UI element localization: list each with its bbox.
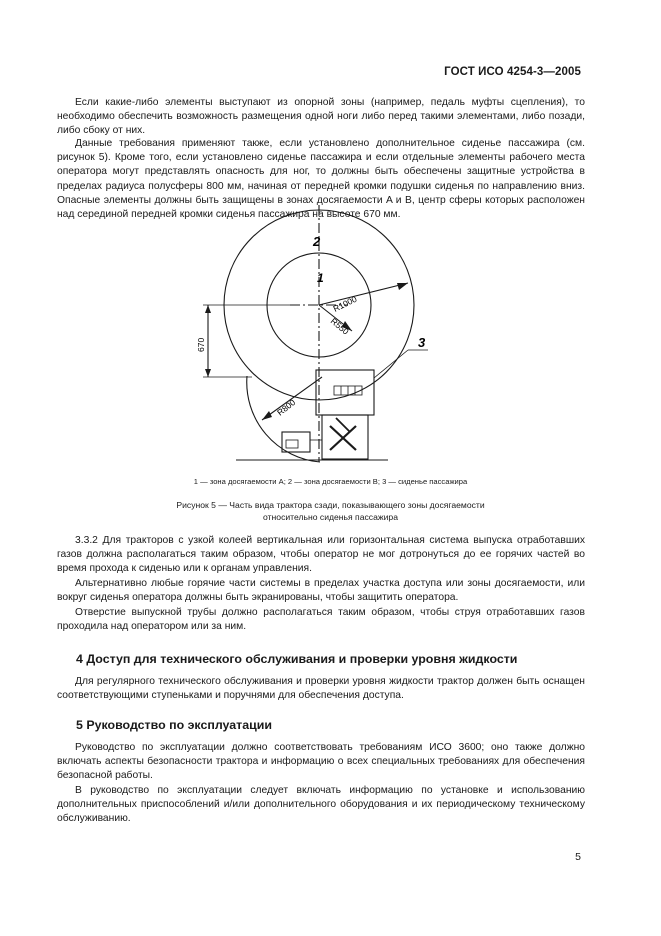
passenger-seat-body [316, 370, 374, 415]
figure-legend: 1 — зона досягаемости A; 2 — зона досягаемости B; 3 — сиденье пассажира [193, 477, 468, 486]
paragraph-manual-attachments: В руководство по эксплуатации следует включать информацию по установке и использованию дополнительных приспособлений и/или дополнительного оборудования и их периодическому техническому обслуживанию. [57, 785, 585, 825]
radius-r1000-line [319, 283, 408, 305]
dim-label-670: 670 [196, 337, 206, 352]
figure-caption-line1: Рисунок 5 — Часть вида трактора сзади, показывающего зоны досягаемости [176, 500, 485, 510]
dim-label-r1000: R1000 [331, 293, 359, 314]
figure-caption [0, 499, 661, 523]
paragraph-3-3-2: 3.3.2 Для тракторов с узкой колеей вертикальная или горизонтальная система выпуска отработавших газов должна располагаться таким образом, чтобы оператор не мог дотронуться до ее горячих частей во время прохода к сиденью или к органам управления. [57, 535, 585, 575]
section-heading-5: 5 Руководство по эксплуатации [76, 718, 272, 732]
paragraph-hot-parts-shielding: Альтернативно любые горячие части системы в пределах участка доступа или зоны досягаемости, или вокруг сиденья оператора должны быть экранированы, чтобы защитить оператора. [57, 578, 585, 604]
figure-label-2: 2 [313, 234, 321, 249]
paragraph-passenger-seat: Данные требования применяют также, если установлено дополнительное сиденье пассажира (см. рисунок 5). Кроме того, если установлено сиденье пассажира и если отдельные элементы рабочего места оператора могут представлять опасность для ног, то должны быть обеспечены защитные устройства в пределах радиуса полусферы 800 мм, начиная от передней кромки подушки сиденья по направлению вниз. Опасные элементы должны быть защищены в зонах досягаемости A и B, центр сферы которых расположен над серединой передней кромки сиденья пассажира на высоте 670 мм. [57, 138, 585, 221]
section-heading-4: 4 Доступ для технического обслуживания и проверки уровня жидкости [76, 652, 518, 666]
paragraph-manual-requirements: Руководство по эксплуатации должно соответствовать требованиям ИСО 3600; оно также должно включать аспекты безопасности трактора и информацию о всех специальных требованиях для обеспечения безопасной работы. [57, 742, 585, 782]
reach-arc-r800 [247, 376, 320, 462]
paragraph-foot-placement: Если какие-либо элементы выступают из опорной зоны (например, педаль муфты сцепления), то необходимо обеспечить возможность размещения одной ноги либо перед такими элементами, либо позади, либо сбоку от них. [57, 97, 585, 137]
paragraph-exhaust-outlet: Отверстие выпускной трубы должно располагаться таким образом, чтобы струя отработавших газов проходила над оператором или за ним. [57, 607, 585, 633]
figure-label-3: 3 [418, 335, 426, 350]
figure-label-1: 1 [317, 271, 324, 285]
paragraph-maintenance-access: Для регулярного технического обслуживания и проверки уровня жидкости трактор должен быть оснащен соответствующими ступеньками и поручнями для обеспечения доступа. [57, 676, 585, 702]
document-code-header: ГОСТ ИСО 4254-3—2005 [444, 66, 581, 78]
figure-caption-line2: относительно сиденья пассажира [263, 512, 398, 522]
dim-label-r550: R550 [328, 315, 351, 337]
dim-label-r800: R800 [275, 397, 298, 418]
page-number: 5 [575, 851, 581, 863]
